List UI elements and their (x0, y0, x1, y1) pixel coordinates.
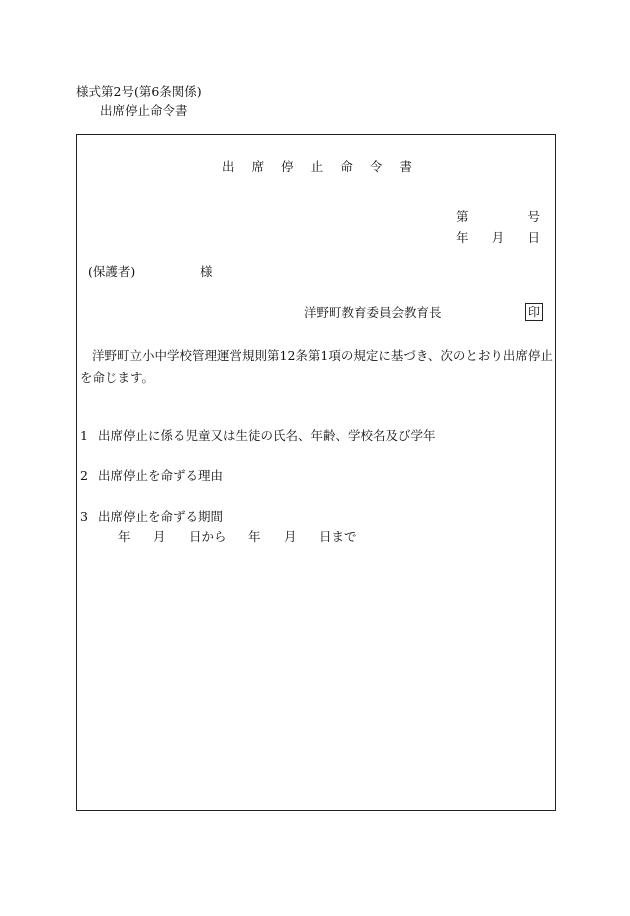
item-number: 1 (80, 428, 88, 443)
period-month-to: 月 (284, 529, 297, 544)
issuer: 洋野町教育委員会教育長 (304, 305, 442, 320)
date-month: 月 (491, 230, 505, 245)
number-prefix: 第 (456, 209, 469, 224)
body-text: 洋野町立小中学校管理運営規則第12条第1項の規定に基づき、次のとおり出席停止を命じます。 (80, 348, 553, 385)
document-date-line (456, 230, 540, 246)
title-char: 席 (251, 159, 265, 174)
date-day: 日 (527, 230, 540, 245)
seal-mark: 印 (525, 303, 543, 321)
title-char: 令 (369, 159, 383, 174)
number-suffix: 号 (527, 209, 540, 224)
date-year: 年 (456, 230, 469, 245)
guardian-honorific: 様 (200, 264, 213, 279)
item-number: 3 (80, 509, 88, 524)
title-char: 停 (281, 159, 294, 174)
item-text: 出席停止を命ずる期間 (98, 509, 224, 524)
title-char: 出 (222, 159, 235, 174)
period-year-from: 年 (118, 529, 131, 544)
period-year-to: 年 (248, 529, 261, 544)
list-item (80, 468, 223, 484)
form-caption: 出席停止命令書 (100, 103, 188, 118)
document-title (222, 159, 412, 175)
list-item (80, 428, 436, 444)
guardian-label: (保護者) (88, 264, 136, 279)
period-day-from: 日から (189, 529, 227, 544)
document-number-line (456, 209, 540, 225)
title-char: 書 (399, 159, 412, 174)
title-char: 命 (340, 159, 353, 174)
form-number: 様式第2号(第6条関係) (76, 84, 202, 99)
period-month-from: 月 (153, 529, 166, 544)
list-item (80, 509, 223, 525)
title-char: 止 (310, 159, 324, 174)
item-text: 出席停止を命ずる理由 (98, 468, 224, 483)
item-text: 出席停止に係る児童又は生徒の氏名、年齢、学校名及び学年 (98, 428, 436, 443)
item-number: 2 (80, 468, 88, 483)
period-day-to: 日まで (319, 529, 357, 544)
